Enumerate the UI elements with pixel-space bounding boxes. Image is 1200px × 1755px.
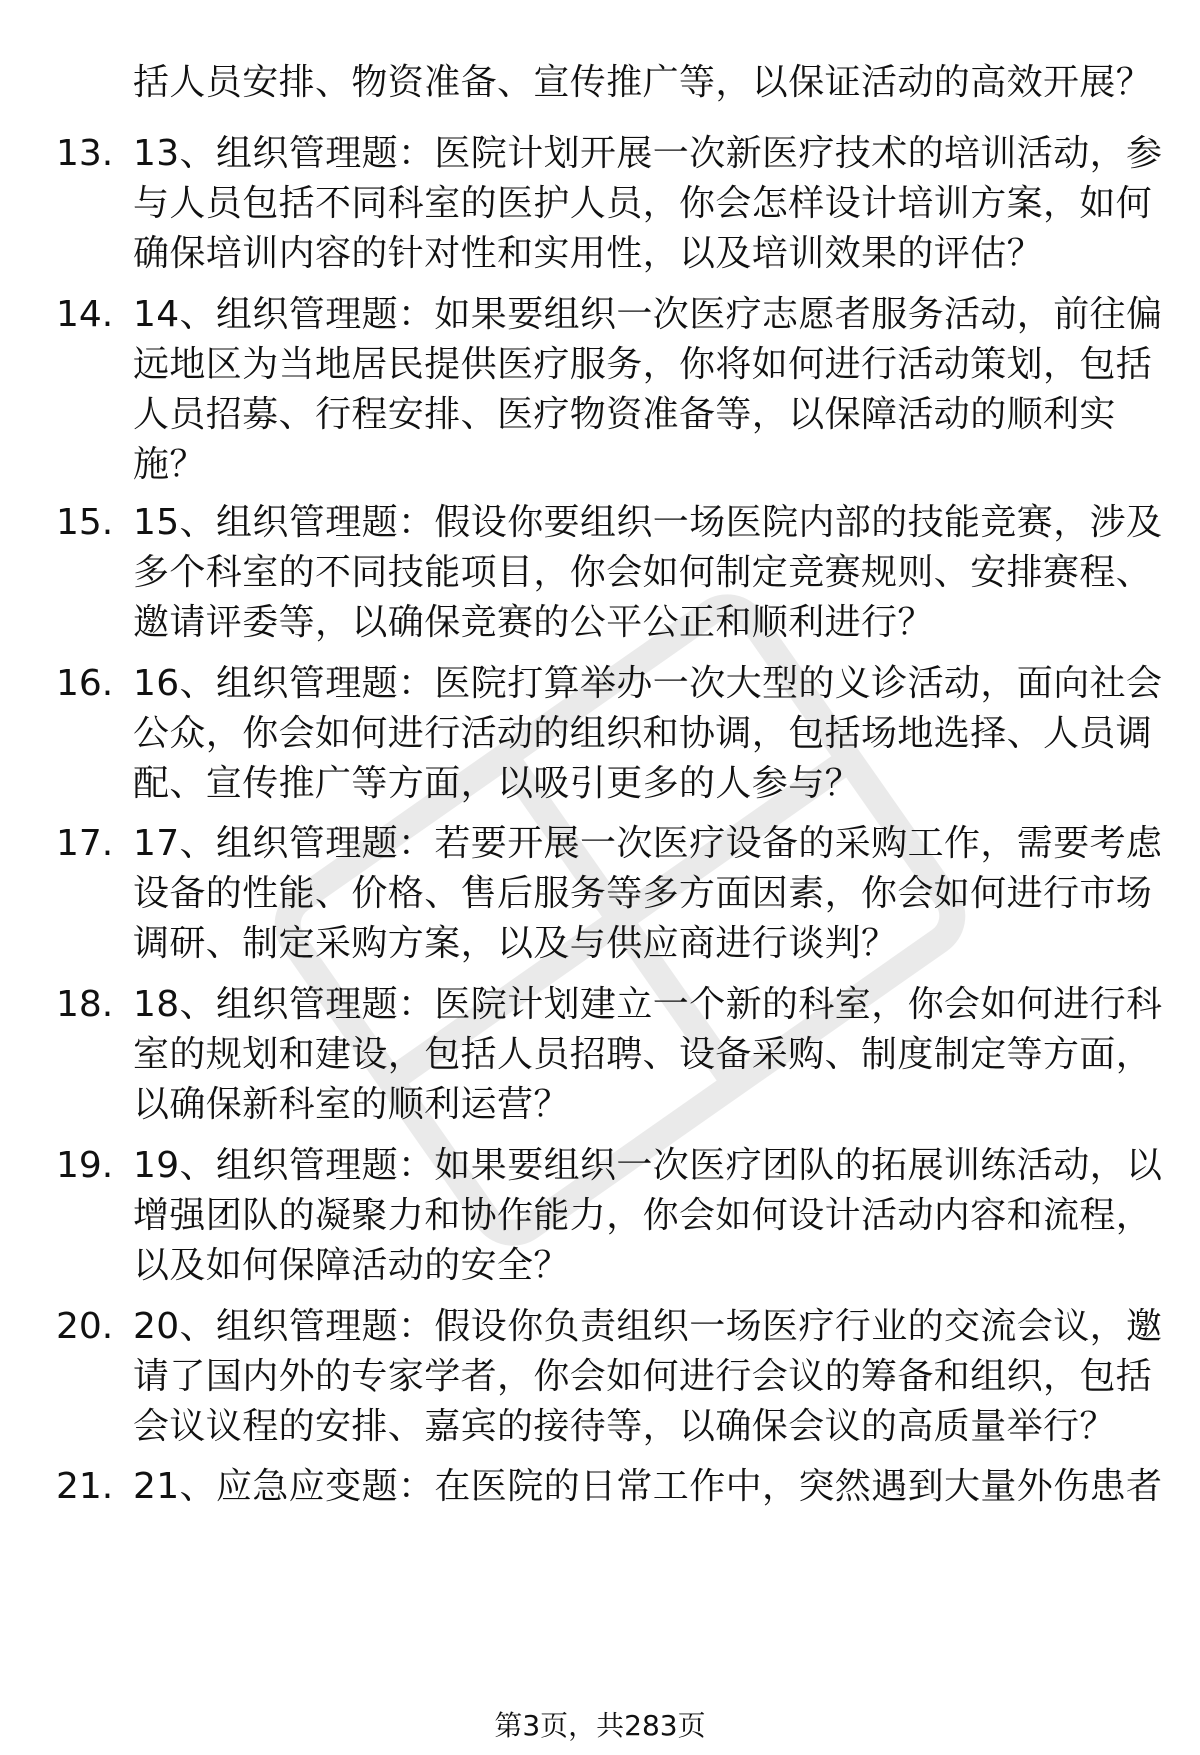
item-number: 17.	[56, 823, 114, 864]
item-line: 公众，你会如何进行活动的组织和协调，包括场地选择、人员调	[133, 713, 1153, 754]
item-line: 18、组织管理题：医院计划建立一个新的科室，你会如何进行科	[133, 984, 1163, 1025]
item-number: 15.	[56, 502, 114, 543]
item-text	[133, 1302, 1163, 1452]
item-text	[133, 129, 1163, 279]
item-line: 13、组织管理题：医院计划开展一次新医疗技术的培训活动，参	[133, 133, 1163, 174]
item-line: 配、宣传推广等方面，以吸引更多的人参与？	[133, 763, 862, 804]
item-text	[133, 498, 1163, 648]
item-line: 21、应急应变题：在医院的日常工作中，突然遇到大量外伤患者	[133, 1466, 1163, 1507]
item-line: 请了国内外的专家学者，你会如何进行会议的筹备和组织，包括	[133, 1356, 1153, 1397]
item-line: 20、组织管理题：假设你负责组织一场医疗行业的交流会议，邀	[133, 1306, 1163, 1347]
item-line: 会议议程的安排、嘉宾的接待等，以确保会议的高质量举行？	[133, 1406, 1116, 1447]
item-text	[133, 1141, 1163, 1291]
continuation-line: 括人员安排、物资准备、宣传推广等，以保证活动的高效开展？	[133, 62, 1153, 103]
item-number: 20.	[56, 1306, 114, 1347]
item-number: 16.	[56, 663, 114, 704]
item-line: 调研、制定采购方案，以及与供应商进行谈判？	[133, 923, 898, 964]
item-line: 设备的性能、价格、售后服务等多方面因素，你会如何进行市场	[133, 873, 1153, 914]
item-line: 施？	[133, 444, 206, 485]
page-number-label: 第3页，共283页	[494, 1709, 706, 1742]
item-text	[133, 819, 1163, 969]
item-line: 室的规划和建设，包括人员招聘、设备采购、制度制定等方面，	[133, 1034, 1153, 1075]
item-line: 以及如何保障活动的安全？	[133, 1245, 570, 1286]
item-number: 13.	[56, 133, 114, 174]
item-text	[133, 980, 1163, 1130]
continuation-text	[133, 58, 1153, 108]
item-line: 多个科室的不同技能项目，你会如何制定竞赛规则、安排赛程、	[133, 552, 1153, 593]
item-text	[133, 1462, 1163, 1512]
item-line: 16、组织管理题：医院打算举办一次大型的义诊活动，面向社会	[133, 663, 1163, 704]
page-footer	[0, 1708, 1200, 1744]
item-line: 19、组织管理题：如果要组织一次医疗团队的拓展训练活动，以	[133, 1145, 1163, 1186]
item-line: 17、组织管理题：若要开展一次医疗设备的采购工作，需要考虑	[133, 823, 1163, 864]
item-text	[133, 290, 1163, 490]
item-line: 15、组织管理题：假设你要组织一场医院内部的技能竞赛，涉及	[133, 502, 1163, 543]
item-number: 19.	[56, 1145, 114, 1186]
item-line: 以确保新科室的顺利运营？	[133, 1084, 570, 1125]
item-line: 远地区为当地居民提供医疗服务，你将如何进行活动策划，包括	[133, 344, 1153, 385]
item-number: 14.	[56, 294, 114, 335]
item-text	[133, 659, 1163, 809]
item-line: 邀请评委等，以确保竞赛的公平公正和顺利进行？	[133, 602, 934, 643]
item-line: 人员招募、行程安排、医疗物资准备等，以保障活动的顺利实	[133, 394, 1116, 435]
item-line: 14、组织管理题：如果要组织一次医疗志愿者服务活动，前往偏	[133, 294, 1163, 335]
item-line: 增强团队的凝聚力和协作能力，你会如何设计活动内容和流程，	[133, 1195, 1153, 1236]
item-number: 21.	[56, 1466, 114, 1507]
item-number: 18.	[56, 984, 114, 1025]
item-line: 与人员包括不同科室的医护人员，你会怎样设计培训方案，如何	[133, 183, 1153, 224]
item-line: 确保培训内容的针对性和实用性，以及培训效果的评估？	[133, 233, 1044, 274]
